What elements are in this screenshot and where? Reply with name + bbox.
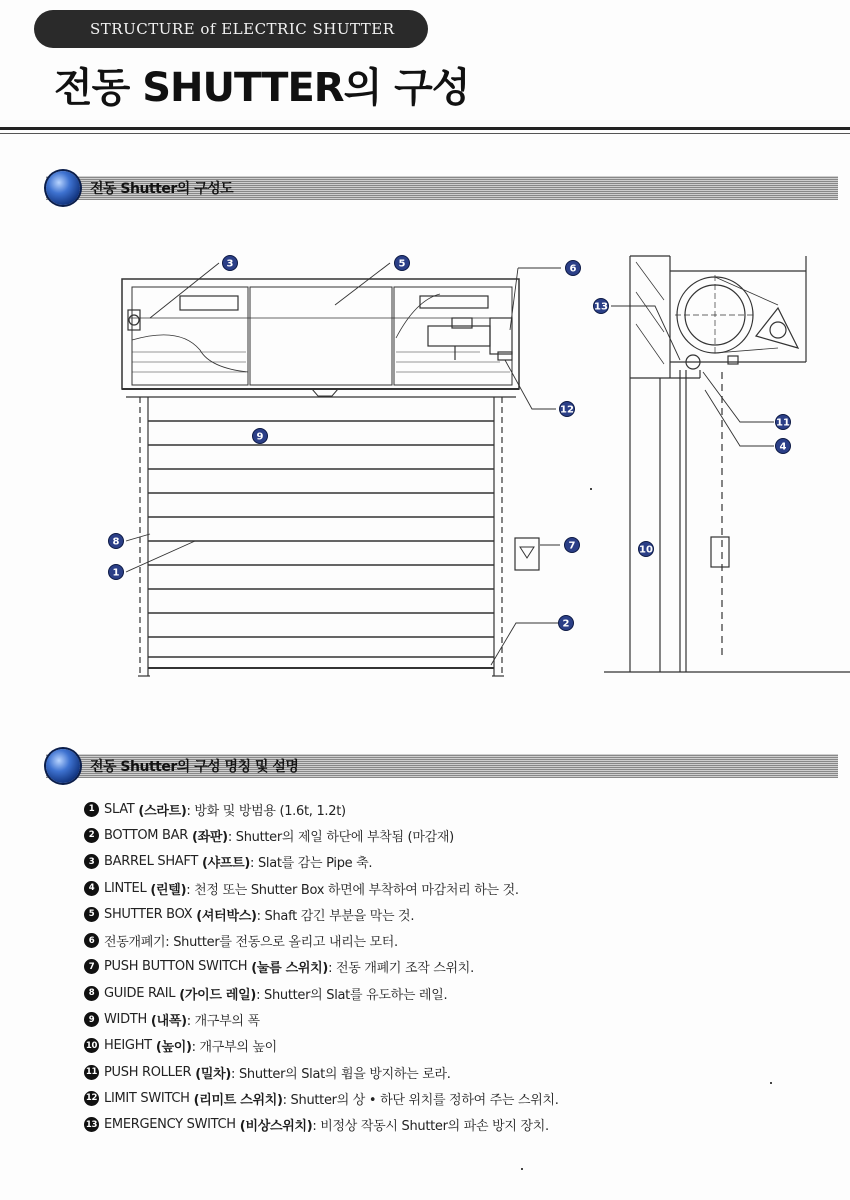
item-description: : Shutter의 제일 하단에 부착됨 (마감재) — [227, 829, 454, 845]
item-number: 8 — [84, 986, 99, 1001]
callout-3 — [223, 256, 238, 271]
svg-text:12: 12 — [560, 404, 574, 416]
section-title-names: 전동 Shutter의 구성 명칭 및 설명 — [90, 759, 299, 775]
callout-11 — [776, 415, 791, 430]
item-term: BOTTOM BAR — [104, 827, 189, 843]
item-term: LINTEL — [104, 880, 147, 896]
callout-9 — [253, 429, 268, 444]
item-korean: (리미트 스위치) — [193, 1092, 283, 1108]
item-term: HEIGHT — [104, 1038, 152, 1054]
svg-text:6: 6 — [569, 263, 577, 275]
item-number: 3 — [84, 854, 99, 869]
title-divider-thin — [0, 133, 850, 134]
item-term: WIDTH — [104, 1012, 147, 1028]
item-number: 10 — [84, 1038, 99, 1053]
svg-text:1: 1 — [112, 567, 120, 579]
list-item — [84, 875, 824, 901]
section-header-names — [46, 754, 838, 778]
item-description: : Shutter의 Slat의 휨을 방지하는 로라. — [231, 1066, 451, 1082]
svg-text:10: 10 — [639, 544, 653, 556]
item-term: PUSH BUTTON SWITCH — [104, 959, 248, 975]
item-korean: (샤프트) — [201, 856, 251, 872]
list-item — [84, 822, 824, 848]
item-korean: (밀차) — [195, 1066, 232, 1082]
callout-7 — [565, 538, 580, 553]
shutter-structure-diagram — [0, 230, 850, 710]
item-number: 13 — [84, 1117, 99, 1132]
item-description: : Slat를 감는 Pipe 축. — [250, 856, 373, 872]
item-term: SLAT — [104, 801, 135, 817]
item-description: : 개구부의 높이 — [191, 1040, 277, 1056]
item-number: 1 — [84, 802, 99, 817]
item-number: 4 — [84, 881, 99, 896]
item-description: : 개구부의 폭 — [186, 1014, 260, 1030]
item-description: : 전동 개폐기 조작 스위치. — [328, 961, 474, 977]
item-description: : Shutter의 Slat를 유도하는 레일. — [256, 987, 448, 1003]
item-korean: (린텔) — [150, 882, 187, 898]
item-term: LIMIT SWITCH — [104, 1090, 190, 1106]
svg-text:9: 9 — [256, 431, 264, 443]
item-term: 전동개폐기 — [104, 935, 166, 951]
svg-text:13: 13 — [594, 301, 608, 313]
item-number: 11 — [84, 1065, 99, 1080]
section-header-diagram — [46, 176, 838, 200]
callout-1 — [109, 565, 124, 580]
item-number: 5 — [84, 907, 99, 922]
list-item — [84, 927, 824, 953]
title-divider — [0, 127, 850, 130]
item-description: : 천정 또는 Shutter Box 하면에 부착하여 마감처리 하는 것. — [186, 882, 519, 898]
item-korean: (가이드 레일) — [179, 987, 257, 1003]
callout-10 — [639, 542, 654, 557]
callout-2 — [559, 616, 574, 631]
item-number: 12 — [84, 1091, 99, 1106]
item-korean: (내폭) — [150, 1014, 187, 1030]
item-number: 7 — [84, 959, 99, 974]
list-item — [84, 1112, 824, 1138]
item-description: : 비정상 작동시 Shutter의 파손 방지 장치. — [312, 1119, 549, 1135]
page-title: 전동 SHUTTER의 구성 — [54, 65, 470, 111]
item-description: : Shutter를 전동으로 올리고 내리는 모터. — [165, 935, 398, 951]
item-korean: (스라트) — [138, 803, 187, 819]
callout-12 — [560, 402, 575, 417]
structure-subtitle: STRUCTURE of ELECTRIC SHUTTER — [90, 20, 395, 38]
svg-text:3: 3 — [226, 258, 234, 270]
list-item — [84, 901, 824, 927]
item-term: SHUTTER BOX — [104, 906, 193, 922]
svg-text:7: 7 — [568, 540, 576, 552]
item-term: GUIDE RAIL — [104, 985, 176, 1001]
item-number: 6 — [84, 933, 99, 948]
svg-text:11: 11 — [776, 417, 790, 429]
scan-speck — [590, 488, 592, 490]
svg-text:8: 8 — [112, 536, 120, 548]
item-term: PUSH ROLLER — [104, 1064, 192, 1080]
scan-speck — [521, 1168, 523, 1170]
scan-speck — [770, 1082, 772, 1084]
item-korean: (셔터박스) — [196, 908, 257, 924]
list-item — [84, 1085, 824, 1111]
list-item — [84, 980, 824, 1006]
item-description: : Shaft 감긴 부분을 막는 것. — [256, 908, 415, 924]
list-item — [84, 1059, 824, 1085]
callout-8 — [109, 534, 124, 549]
structure-subtitle-banner — [34, 10, 428, 48]
callout-4 — [776, 439, 791, 454]
item-korean: (비상스위치) — [239, 1119, 313, 1135]
list-item — [84, 1006, 824, 1032]
item-number: 9 — [84, 1012, 99, 1027]
list-item — [84, 796, 824, 822]
item-description: : Shutter의 상 • 하단 위치를 정하여 주는 스위치. — [282, 1092, 559, 1108]
svg-text:2: 2 — [562, 618, 570, 630]
callout-5 — [395, 256, 410, 271]
item-korean: (좌판) — [192, 829, 228, 845]
list-item — [84, 1033, 824, 1059]
item-term: BARREL SHAFT — [104, 854, 198, 870]
item-korean: (높이) — [155, 1040, 192, 1056]
blue-ball-icon — [46, 749, 80, 783]
svg-text:4: 4 — [779, 441, 787, 453]
section-title-diagram: 전동 Shutter의 구성도 — [90, 181, 234, 197]
list-item — [84, 954, 824, 980]
callout-13 — [594, 299, 609, 314]
list-item — [84, 849, 824, 875]
item-number: 2 — [84, 828, 99, 843]
item-korean: (눌름 스위치) — [251, 961, 329, 977]
blue-ball-icon — [46, 171, 80, 205]
svg-text:5: 5 — [398, 258, 406, 270]
component-list — [84, 796, 824, 1138]
item-term: EMERGENCY SWITCH — [104, 1117, 236, 1133]
callout-6 — [566, 261, 581, 276]
item-description: : 방화 및 방범용 (1.6t, 1.2t) — [186, 803, 346, 819]
